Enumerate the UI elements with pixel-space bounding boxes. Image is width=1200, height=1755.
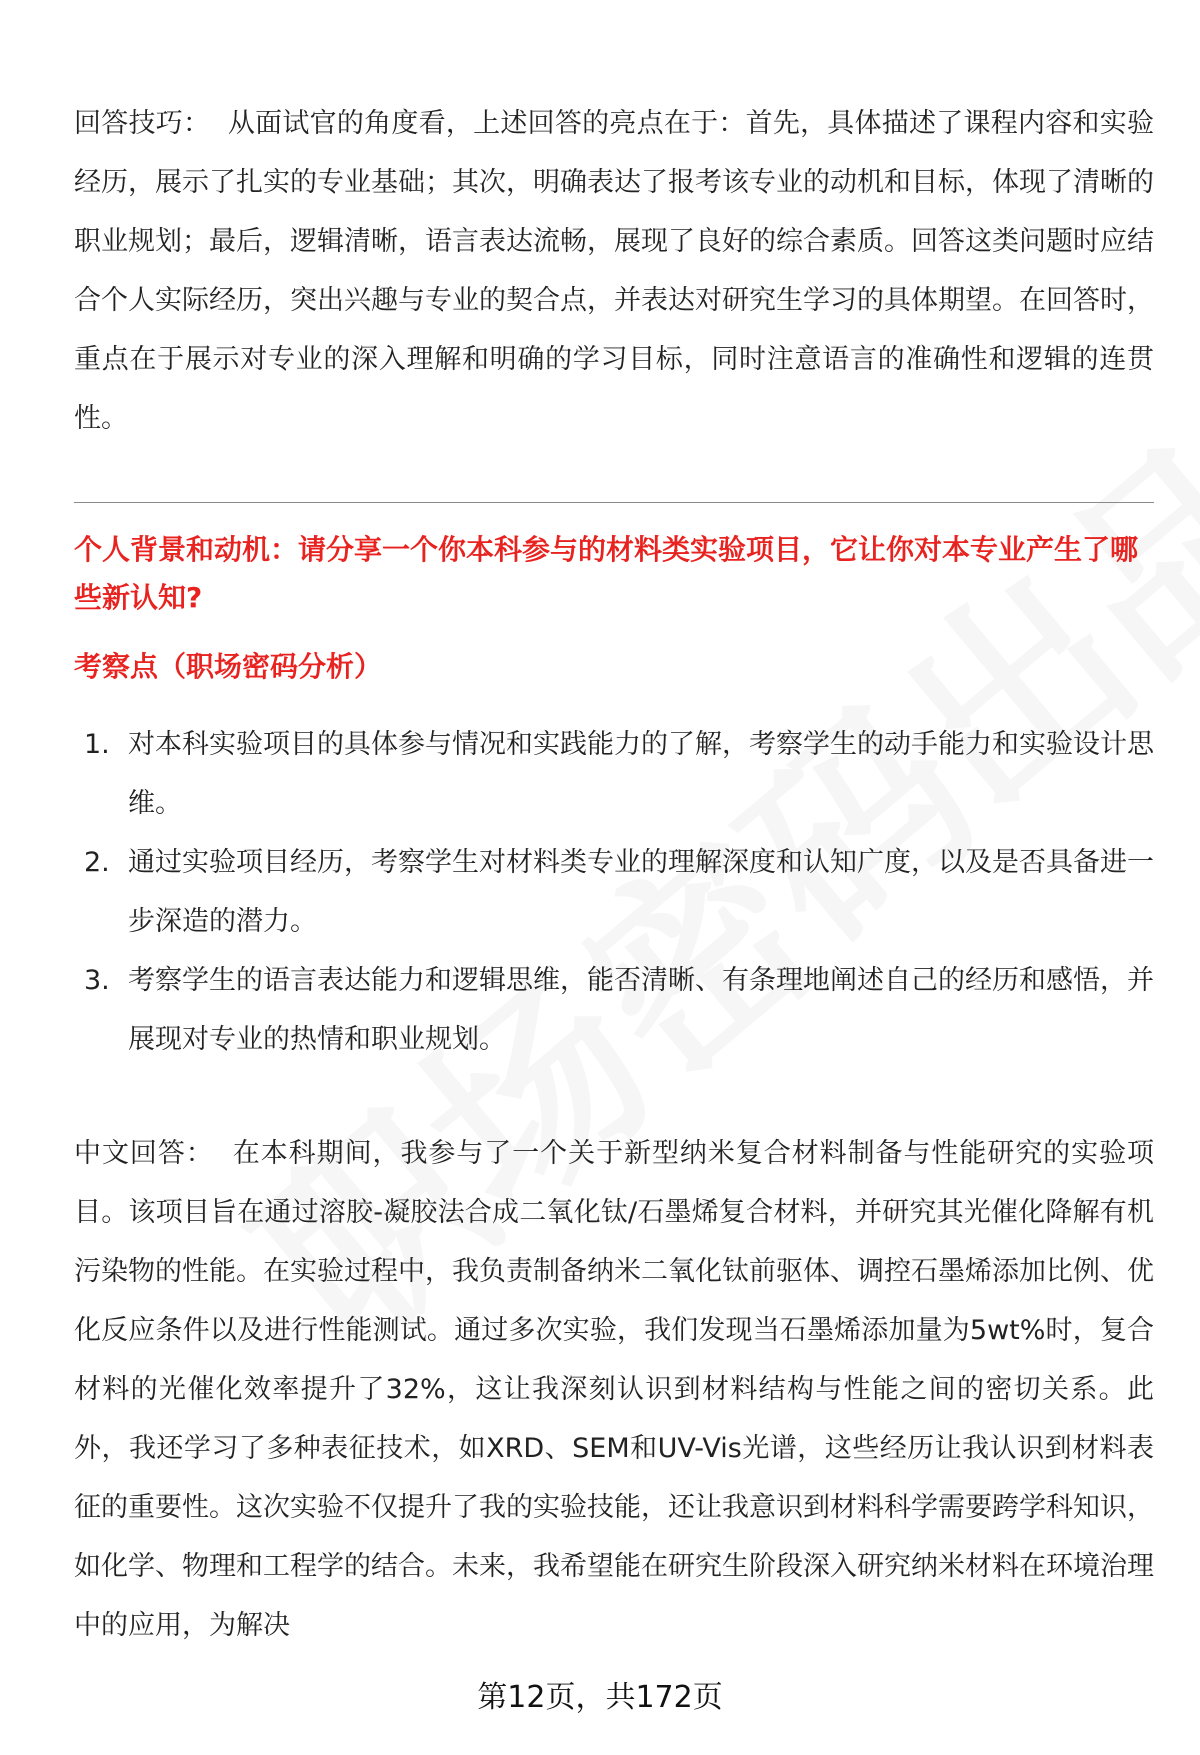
section-divider <box>74 502 1154 503</box>
list-item-number: 2. <box>84 847 110 878</box>
list-item-number: 3. <box>84 965 110 996</box>
list-item <box>74 715 1154 833</box>
answer-text: 在本科期间，我参与了一个关于新型纳米复合材料制备与性能研究的实验项目。该项目旨在通过溶胶-凝胶法合成二氧化钛/石墨烯复合材料，并研究其光催化降解有机污染物的性能。在实验过程中，我负责制备纳米二氧化钛前驱体、调控石墨烯添加比例、优化反应条件以及进行性能测试。通过多次实验，我们发现当石墨烯添加量为5wt%时，复合材料的光催化效率提升了32%，这让我深刻认识到材料结构与性能之间的密切关系。此外，我还学习了多种表征技术，如XRD、SEM和UV-Vis光谱，这些经历让我认识到材料表征的重要性。这次实验不仅提升了我的实验技能，还让我意识到材料科学需要跨学科知识，如化学、物理和工程学的结合。未来，我希望能在研究生阶段深入研究纳米材料在环境治理中的应用，为解决 <box>74 1138 1155 1641</box>
answer-paragraph <box>74 1124 1154 1655</box>
question-heading: 个人背景和动机：请分享一个你本科参与的材料类实验项目，它让你对本专业产生了哪些新认知? <box>74 533 1139 614</box>
focus-list <box>74 715 1154 1069</box>
focus-title: 考察点（职场密码分析） <box>74 650 383 683</box>
list-item <box>74 951 1154 1069</box>
tips-paragraph <box>74 94 1154 448</box>
list-item <box>74 833 1154 951</box>
tips-label: 回答技巧： <box>74 108 211 139</box>
list-item-number: 1. <box>84 729 110 760</box>
page-number: 第12页，共172页 <box>477 1680 723 1715</box>
list-item-text: 考察学生的语言表达能力和逻辑思维，能否清晰、有条理地阐述自己的经历和感悟，并展现对专业的热情和职业规划。 <box>128 965 1154 1055</box>
list-item-text: 通过实验项目经历，考察学生对材料类专业的理解深度和认知广度，以及是否具备进一步深造的潜力。 <box>128 847 1154 937</box>
tips-text: 从面试官的角度看，上述回答的亮点在于：首先，具体描述了课程内容和实验经历，展示了扎实的专业基础；其次，明确表达了报考该专业的动机和目标，体现了清晰的职业规划；最后，逻辑清晰，语言表达流畅，展现了良好的综合素质。回答这类问题时应结合个人实际经历，突出兴趣与专业的契合点，并表达对研究生学习的具体期望。在回答时，重点在于展示对专业的深入理解和明确的学习目标，同时注意语言的准确性和逻辑的连贯性。 <box>74 108 1155 434</box>
list-item-text: 对本科实验项目的具体参与情况和实践能力的了解，考察学生的动手能力和实验设计思维。 <box>128 729 1154 819</box>
answer-label: 中文回答： <box>74 1138 214 1169</box>
